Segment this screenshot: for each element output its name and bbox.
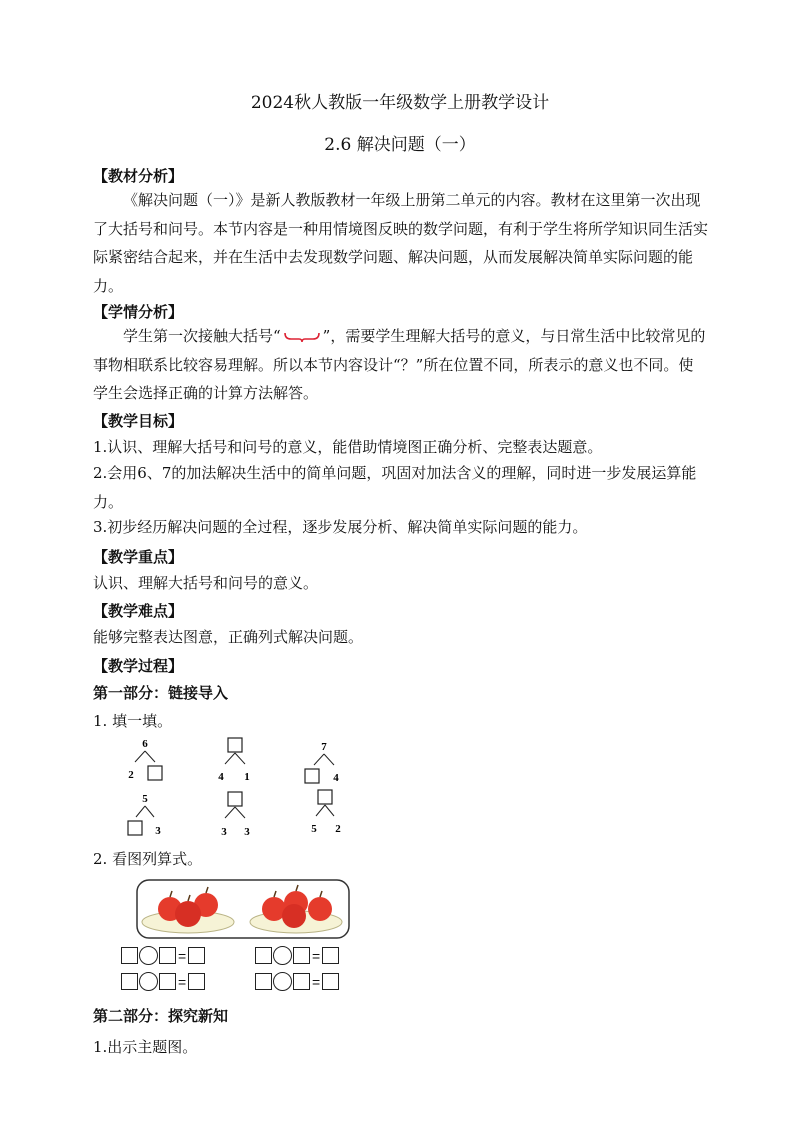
- difficulty-text: 能够完整表达图意，正确列式解决问题。: [93, 628, 364, 646]
- number-bond-1: [120, 736, 170, 784]
- answer-box: [228, 792, 242, 806]
- answer-box: [318, 790, 332, 804]
- number-bond-2: [212, 736, 262, 784]
- equation-template-3: [121, 972, 205, 991]
- section-heading-process: 【教学过程】: [93, 657, 184, 675]
- svg-text:5: 5: [311, 823, 317, 835]
- answer-box: [148, 766, 162, 780]
- svg-text:3: 3: [155, 825, 161, 837]
- svg-text:4: 4: [333, 772, 339, 784]
- document-title: 2024秋人教版一年级数学上册教学设计: [250, 93, 550, 113]
- equals-sign: =: [312, 947, 321, 964]
- equation-template-1: [121, 946, 205, 965]
- exercise-3-prompt: 1.出示主题图。: [93, 1038, 198, 1056]
- section-heading-goals: 【教学目标】: [93, 412, 184, 430]
- equals-sign: =: [312, 973, 321, 990]
- part2-heading: 第二部分：探究新知: [93, 1007, 229, 1025]
- svg-text:4: 4: [218, 771, 224, 783]
- learner-analysis-paragraph: [93, 322, 708, 408]
- answer-box: [128, 821, 142, 835]
- equals-sign: =: [178, 973, 187, 990]
- goal-item-2: 2.会用6、7的加法解决生活中的简单问题，巩固对加法含义的理解，同时进一步发展运算能力。: [93, 464, 697, 511]
- svg-text:3: 3: [244, 826, 250, 838]
- part1-heading: 第一部分：链接导入: [93, 684, 229, 702]
- section-heading-difficulty: 【教学难点】: [93, 602, 184, 620]
- brace-icon: [283, 331, 321, 343]
- section-heading-learner-analysis: 【学情分析】: [93, 303, 184, 321]
- exercise-2-prompt: 2. 看图列算式。: [93, 850, 203, 868]
- key-point-text: 认识、理解大括号和问号的意义。: [93, 574, 319, 592]
- section-heading-key-point: 【教学重点】: [93, 548, 184, 566]
- svg-text:2: 2: [128, 769, 134, 781]
- svg-text:1: 1: [244, 771, 250, 783]
- equation-template-2: [255, 946, 339, 965]
- learner-text-part2: ”，需要学生理解大括号的意义，与日常生活中比较常见的事物相联系比较容易理解。所以本节内容设计“？”所在位置不同，所表示的意义也不同。使学生会选择正确的计算方法解答。: [93, 327, 706, 402]
- lesson-subtitle: 2.6 解决问题（一）: [324, 135, 476, 155]
- learner-text-part1: 学生第一次接触大括号“: [123, 327, 281, 345]
- svg-text:2: 2: [335, 823, 341, 835]
- svg-text:6: 6: [142, 738, 148, 750]
- number-bond-3: [300, 736, 350, 786]
- number-bond-4: [120, 790, 170, 840]
- svg-text:3: 3: [221, 826, 227, 838]
- apple-plates-illustration: [136, 879, 350, 939]
- goal-item-3: 3.初步经历解决问题的全过程，逐步发展分析、解决简单实际问题的能力。: [93, 518, 588, 536]
- equals-sign: =: [178, 947, 187, 964]
- svg-text:5: 5: [142, 793, 148, 805]
- answer-box: [305, 769, 319, 783]
- answer-box: [228, 738, 242, 752]
- exercise-1-prompt: 1. 填一填。: [93, 712, 173, 730]
- equation-template-4: [255, 972, 339, 991]
- number-bond-6: [300, 787, 350, 837]
- goal-item-1: 1.认识、理解大括号和问号的意义，能借助情境图正确分析、完整表达题意。: [93, 438, 603, 456]
- section-heading-textbook-analysis: 【教材分析】: [93, 167, 184, 185]
- number-bond-5: [212, 790, 262, 840]
- textbook-analysis-paragraph: 《解决问题（一）》是新人教版教材一年级上册第二单元的内容。教材在这里第一次出现了大括号和问号。本节内容是一种用情境图反映的数学问题，有利于学生将所学知识同生活实际紧密结合起来，并在生活中去发现数学问题、解决问题，从而发展解决简单实际问题的能力。: [93, 191, 709, 295]
- svg-text:7: 7: [321, 741, 327, 753]
